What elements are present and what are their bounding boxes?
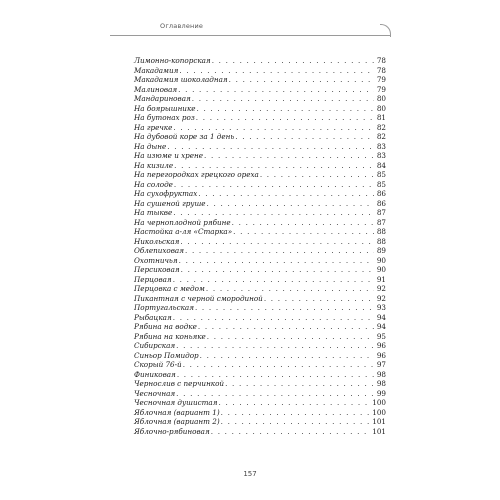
- toc-entry-page: 100: [372, 407, 386, 417]
- toc-entry: [134, 303, 386, 313]
- toc-entry-title: На сушеной груше: [134, 198, 206, 208]
- toc-entry-title: На изюме и хрене: [134, 151, 204, 160]
- dot-leader: [173, 313, 374, 323]
- toc-entry-page: 92: [376, 293, 386, 303]
- toc-entry-title: Пикантная с черной смородиной: [134, 293, 263, 303]
- toc-entry: [134, 427, 386, 437]
- toc-entry-title: На кизиле: [134, 160, 174, 170]
- toc-entry: [134, 208, 386, 218]
- toc-entry-title: На боярышнике: [134, 103, 196, 113]
- toc-entry: [134, 66, 386, 76]
- toc-entry: [134, 417, 386, 427]
- toc-entry-page: 93: [376, 303, 386, 312]
- toc-entry: [134, 322, 386, 332]
- toc-entry-page: 83: [376, 141, 386, 151]
- toc-entry-page: 90: [376, 255, 386, 265]
- toc-entry: [134, 142, 386, 152]
- dot-leader: [260, 170, 374, 180]
- toc-entry-title: На солоде: [134, 179, 173, 189]
- toc-entry: [134, 294, 386, 304]
- dot-leader: [181, 265, 374, 275]
- toc-entry-page: 80: [376, 103, 386, 113]
- toc-entry-page: 98: [376, 369, 386, 379]
- toc-entry: [134, 256, 386, 266]
- toc-entry-title: На дыне: [134, 141, 167, 151]
- toc-entry-title: На гречке: [134, 122, 173, 132]
- dot-leader: [179, 256, 374, 266]
- toc-entry: [134, 85, 386, 95]
- dot-leader: [204, 151, 374, 161]
- dot-leader: [206, 284, 374, 294]
- toc-entry-page: 79: [376, 84, 386, 94]
- toc-entry: [134, 170, 386, 180]
- toc-entry-title: На тыкве: [134, 208, 173, 217]
- dot-leader: [229, 75, 374, 85]
- toc-entry: [134, 180, 386, 190]
- toc-entry-title: Лимонно-копорская: [134, 56, 211, 65]
- table-of-contents: [134, 56, 386, 436]
- dot-leader: [221, 408, 372, 418]
- toc-entry: [134, 218, 386, 228]
- toc-entry: [134, 227, 386, 237]
- toc-entry-page: 94: [376, 312, 386, 322]
- dot-leader: [221, 417, 372, 427]
- toc-entry-title: На дубовой коре за 1 день: [134, 132, 235, 141]
- toc-entry-page: 100: [372, 398, 386, 407]
- toc-entry: [134, 113, 386, 123]
- toc-entry-page: 89: [376, 246, 386, 255]
- toc-entry-page: 82: [376, 122, 386, 132]
- dot-leader: [192, 94, 374, 104]
- toc-entry: [134, 313, 386, 323]
- dot-leader: [174, 161, 374, 171]
- toc-entry: [134, 199, 386, 209]
- toc-entry-page: 82: [376, 132, 386, 141]
- toc-entry-page: 78: [376, 56, 386, 65]
- toc-entry-title: Чернослив с перчинкой: [134, 379, 225, 388]
- toc-entry-title: На черноплодной рябине: [134, 217, 231, 227]
- toc-entry: [134, 370, 386, 380]
- dot-leader: [196, 104, 374, 114]
- toc-entry-page: 79: [376, 75, 386, 84]
- toc-entry: [134, 132, 386, 142]
- toc-entry: [134, 389, 386, 399]
- toc-entry-page: 92: [376, 284, 386, 293]
- header-rule: [110, 35, 390, 36]
- toc-entry-title: Яблочная (вариант 2): [134, 417, 220, 426]
- dot-leader: [180, 237, 374, 247]
- toc-entry-page: 96: [376, 350, 386, 360]
- toc-entry-title: Малиновая: [134, 84, 178, 94]
- dot-leader: [200, 351, 374, 361]
- dot-leader: [198, 322, 374, 332]
- dot-leader: [178, 85, 374, 95]
- toc-entry: [134, 56, 386, 66]
- toc-entry-title: Никольская: [134, 236, 180, 246]
- toc-entry-title: Макадамия: [134, 65, 179, 75]
- toc-entry-title: Персиковая: [134, 265, 180, 274]
- toc-entry-page: 96: [376, 341, 386, 350]
- toc-entry-page: 97: [376, 360, 386, 369]
- toc-entry-page: 86: [376, 189, 386, 198]
- toc-entry-page: 90: [376, 265, 386, 274]
- toc-entry-page: 85: [376, 179, 386, 189]
- toc-entry-title: Макадамия шоколадная: [134, 75, 228, 84]
- dot-leader: [176, 341, 374, 351]
- toc-entry-page: 83: [376, 151, 386, 160]
- toc-entry-title: Рябина на коньяке: [134, 331, 206, 341]
- toc-entry-page: 87: [376, 217, 386, 227]
- dot-leader: [235, 132, 374, 142]
- page-number: 157: [243, 470, 257, 478]
- toc-entry-page: 84: [376, 160, 386, 170]
- toc-entry-title: Рябина на водке: [134, 322, 197, 331]
- toc-entry-title: Перцовка с медом: [134, 284, 205, 293]
- toc-entry: [134, 94, 386, 104]
- dot-leader: [177, 370, 374, 380]
- toc-entry-title: Чесночная: [134, 388, 176, 398]
- dot-leader: [179, 66, 374, 76]
- toc-entry: [134, 151, 386, 161]
- toc-entry-title: Перцовая: [134, 274, 172, 284]
- toc-entry: [134, 379, 386, 389]
- toc-entry: [134, 408, 386, 418]
- dot-leader: [183, 360, 374, 370]
- toc-entry: [134, 265, 386, 275]
- toc-entry-page: 88: [376, 236, 386, 246]
- dot-leader: [211, 427, 372, 437]
- toc-entry-title: Мандариновая: [134, 94, 191, 103]
- toc-entry-page: 78: [376, 65, 386, 75]
- toc-entry: [134, 360, 386, 370]
- dot-leader: [196, 113, 374, 123]
- toc-entry-page: 80: [376, 94, 386, 103]
- toc-entry-page: 86: [376, 198, 386, 208]
- toc-entry-title: На сухофруктах: [134, 189, 198, 198]
- toc-entry-title: Португальская: [134, 303, 194, 312]
- toc-entry-page: 99: [376, 388, 386, 398]
- toc-entry-page: 98: [376, 379, 386, 388]
- toc-entry-title: Настойка а-ля «Старка»: [134, 227, 233, 236]
- toc-entry: [134, 104, 386, 114]
- toc-entry-page: 91: [376, 274, 386, 284]
- toc-entry-page: 95: [376, 331, 386, 341]
- dot-leader: [174, 180, 374, 190]
- dot-leader: [218, 398, 371, 408]
- toc-entry-page: 101: [372, 417, 386, 426]
- toc-entry: [134, 75, 386, 85]
- dot-leader: [225, 379, 374, 389]
- running-title: Оглавление: [160, 22, 204, 30]
- toc-entry-title: Охотничья: [134, 255, 178, 265]
- dot-leader: [232, 218, 374, 228]
- toc-entry-page: 87: [376, 208, 386, 217]
- toc-entry: [134, 341, 386, 351]
- toc-entry-title: Финиковая: [134, 369, 176, 379]
- toc-entry-title: Сибирская: [134, 341, 176, 350]
- dot-leader: [264, 294, 374, 304]
- toc-entry-title: Облепиховая: [134, 246, 184, 255]
- dot-leader: [207, 199, 374, 209]
- toc-entry-title: На перегородках грецкого ореха: [134, 170, 259, 179]
- toc-entry: [134, 284, 386, 294]
- toc-entry: [134, 275, 386, 285]
- toc-entry: [134, 189, 386, 199]
- dot-leader: [233, 227, 374, 237]
- toc-entry-page: 85: [376, 170, 386, 179]
- toc-entry: [134, 123, 386, 133]
- dot-leader: [176, 389, 374, 399]
- toc-entry-title: Синьор Помидор: [134, 350, 199, 360]
- toc-entry: [134, 237, 386, 247]
- dot-leader: [212, 56, 374, 66]
- toc-entry-title: Рыбацкая: [134, 312, 172, 322]
- dot-leader: [207, 332, 374, 342]
- toc-entry-title: Скорый 76-й: [134, 360, 182, 369]
- dot-leader: [173, 123, 374, 133]
- header-ornament: [380, 24, 391, 37]
- toc-entry: [134, 246, 386, 256]
- toc-entry-page: 88: [376, 227, 386, 236]
- toc-entry-title: Чесночная душистая: [134, 398, 218, 407]
- dot-leader: [185, 246, 374, 256]
- dot-leader: [195, 303, 374, 313]
- toc-entry-page: 81: [376, 113, 386, 122]
- toc-entry-title: Яблочно-рябиновая: [134, 426, 210, 436]
- toc-entry-page: 101: [372, 426, 386, 436]
- dot-leader: [173, 275, 374, 285]
- toc-entry: [134, 398, 386, 408]
- dot-leader: [167, 142, 374, 152]
- toc-entry: [134, 332, 386, 342]
- toc-entry: [134, 161, 386, 171]
- toc-entry: [134, 351, 386, 361]
- toc-entry-title: Яблочная (вариант 1): [134, 407, 220, 417]
- toc-entry-title: На бутонах роз: [134, 113, 195, 122]
- toc-entry-page: 94: [376, 322, 386, 331]
- dot-leader: [198, 189, 374, 199]
- dot-leader: [173, 208, 374, 218]
